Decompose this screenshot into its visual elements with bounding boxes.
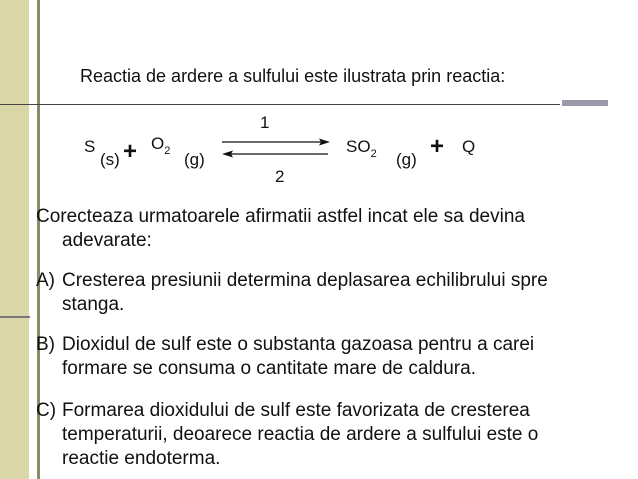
statement-a: A) Cresterea presiunii determina deplasarea echilibrului spre stanga. <box>36 270 548 315</box>
statement-marker: A) <box>36 270 55 291</box>
left-decor-dash <box>0 316 30 318</box>
oxygen-state: (g) <box>184 150 205 169</box>
forward-label: 1 <box>260 113 270 132</box>
sulfur-dioxide-state: (g) <box>396 150 417 169</box>
heat-symbol: Q <box>462 137 476 156</box>
equilibrium-arrows-icon <box>218 137 336 159</box>
sulfur-dioxide-formula: $SO_2$ <box>346 137 377 160</box>
statement-marker: B) <box>36 334 55 355</box>
left-decor-band <box>0 0 29 479</box>
sulfur-state: (s) <box>100 150 120 169</box>
title-rule-accent <box>562 100 608 106</box>
slide-heading: Reactia de ardere a sulfului este ilustrata prin reactia: <box>80 66 506 86</box>
instruction-text: Corecteaza urmatoarele afirmatii astfel incat ele sa devina adevarate: <box>36 206 525 251</box>
title-rule <box>0 104 560 105</box>
sulfur-symbol: S <box>84 137 96 156</box>
reverse-label: 2 <box>275 167 285 186</box>
statement-c: C) Formarea dioxidului de sulf este favorizata de cresterea temperaturii, deoarece reactia de ardere a sulfului este o reactie endoterma. <box>36 400 539 469</box>
oxygen-formula: $O_2$ <box>151 134 171 157</box>
plus-sign: + <box>123 138 138 165</box>
statement-marker: C) <box>36 400 57 421</box>
plus-sign-2: + <box>430 133 445 160</box>
statement-b: B) Dioxidul de sulf este o substanta gazoasa pentru a carei formare se consuma o cantitate mare de caldura. <box>36 334 535 379</box>
